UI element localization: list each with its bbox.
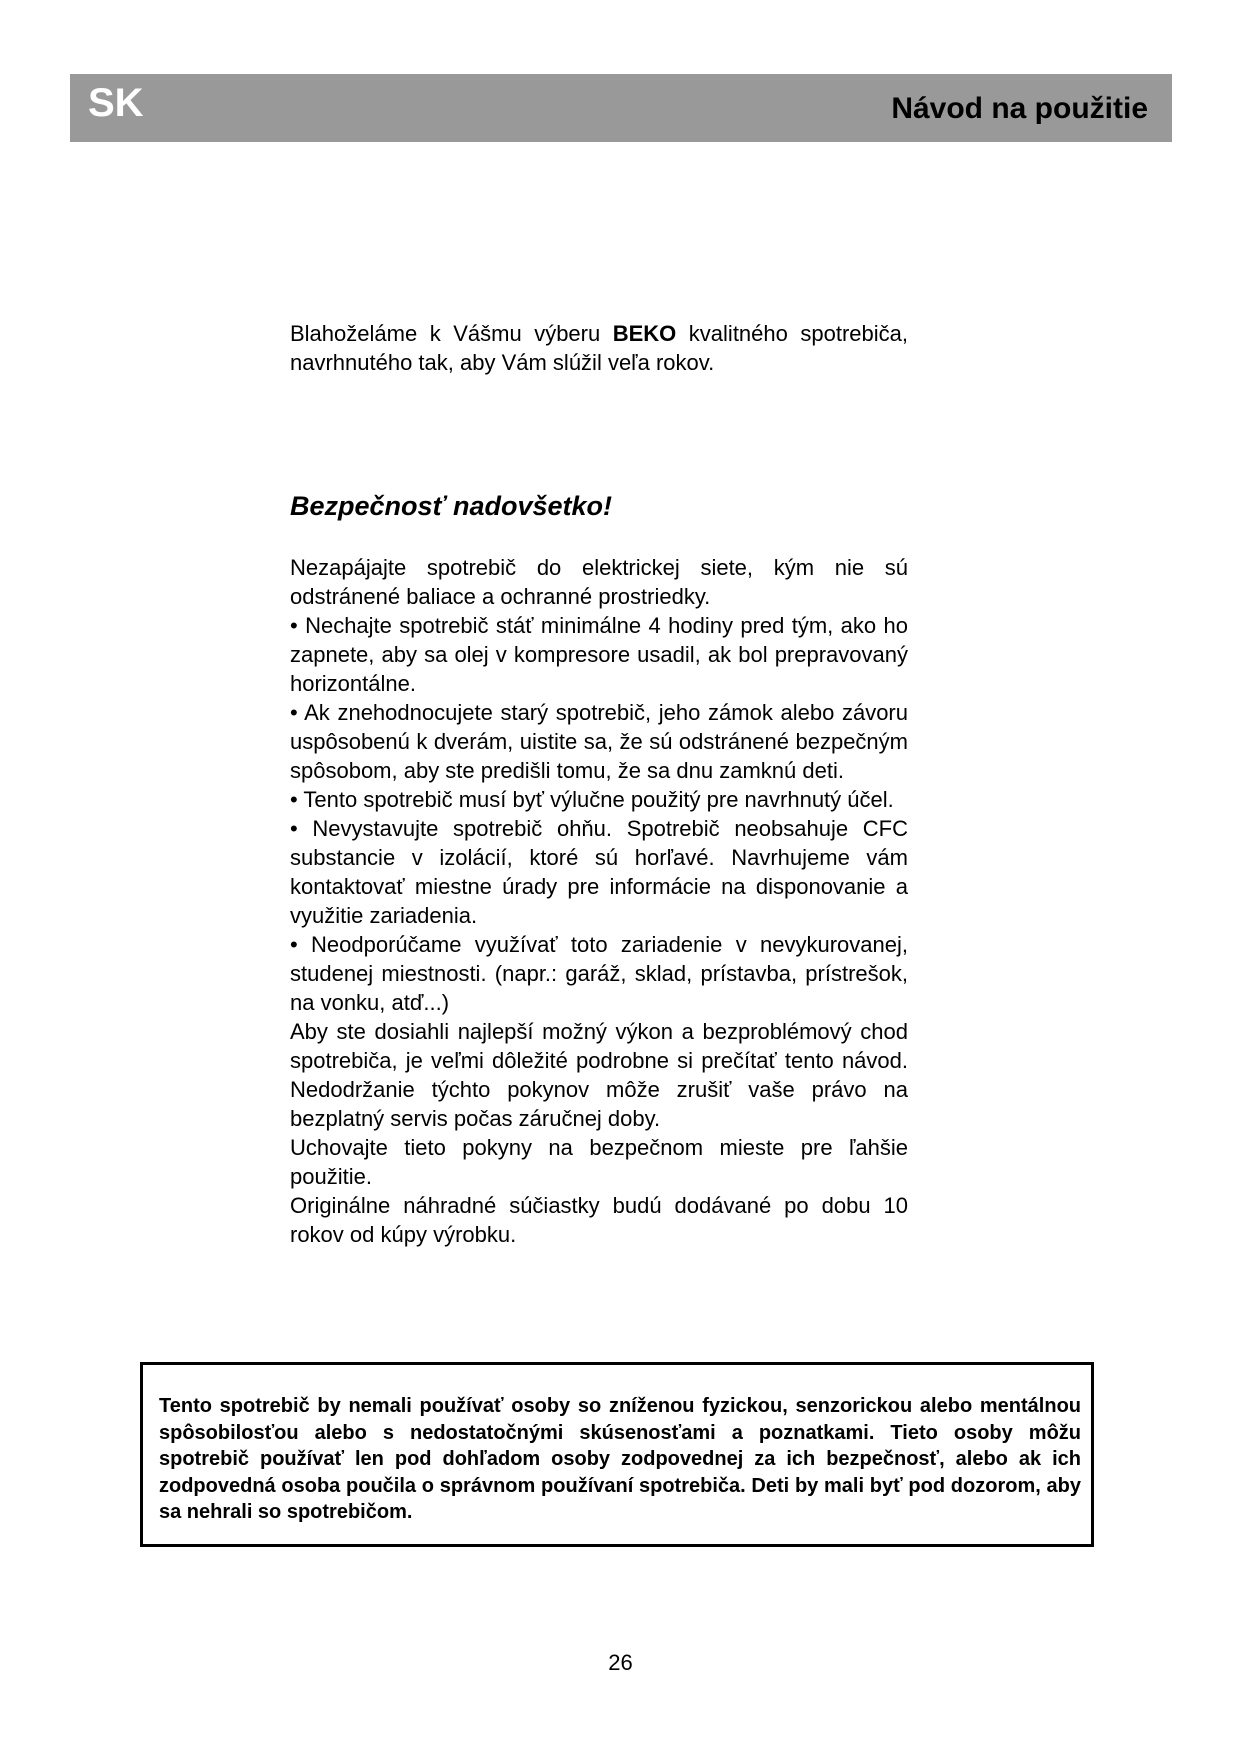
safety-paragraph: Aby ste dosiahli najlepší možný výkon a bezproblémový chod spotrebiča, je veľmi dôležité podrobne si prečítať tento návod. Nedodržanie týchto pokynov môže zrušiť vaše právo na bezplatný servis počas záručnej doby. bbox=[290, 1019, 908, 1131]
safety-bullet: • Ak znehodnocujete starý spotrebič, jeho zámok alebo závoru uspôsobenú k dverám, uistite sa, že sú odstránené bezpečným spôsobom, aby ste predišli tomu, že sa dnu zamknú deti. bbox=[290, 700, 908, 783]
safety-bullet: • Nevystavujte spotrebič ohňu. Spotrebič neobsahuje CFC substancie v izolácií, ktoré sú horľavé. Navrhujeme vám kontaktovať miestne úrady pre informácie na disponovanie a využitie zariadenia. bbox=[290, 816, 908, 928]
intro-paragraph bbox=[290, 319, 908, 377]
document-title: Návod na použitie bbox=[891, 92, 1148, 125]
safety-body bbox=[290, 553, 908, 1249]
language-code: SK bbox=[88, 81, 144, 125]
warning-box bbox=[140, 1362, 1094, 1547]
safety-paragraph: Nezapájajte spotrebič do elektrickej siete, kým nie sú odstránené baliace a ochranné prostriedky. bbox=[290, 555, 908, 609]
page-number: 26 bbox=[608, 1650, 633, 1675]
safety-bullet: • Nechajte spotrebič stáť minimálne 4 hodiny pred tým, ako ho zapnete, aby sa olej v kompresore usadil, ak bol prepravovaný horizontálne. bbox=[290, 613, 908, 696]
safety-bullet: • Neodporúčame využívať toto zariadenie v nevykurovanej, studenej miestnosti. (napr.: garáž, sklad, prístavba, prístrešok, na vonku, atď...) bbox=[290, 932, 908, 1015]
header-bar bbox=[70, 74, 1172, 142]
intro-text-end: kvalitného spotrebiča, navrhnutého tak, aby Vám slúžil veľa rokov. bbox=[290, 321, 908, 375]
warning-text: Tento spotrebič by nemali používať osoby so zníženou fyzickou, senzorickou alebo mentálnou spôsobilosťou alebo s nedostatočnými skúsenosťami a poznatkami. Tieto osoby môžu spotrebič používať len pod dohľadom osoby zodpovednej za ich bezpečnosť, alebo ak ich zodpovedná osoba poučila o správnom používaní spotrebiča. Deti by mali byť pod dozorom, aby sa nehrali so spotrebičom. bbox=[159, 1395, 1081, 1523]
safety-bullet: • Tento spotrebič musí byť výlučne použitý pre navrhnutý účel. bbox=[290, 787, 894, 812]
brand-name: BEKO bbox=[612, 321, 677, 346]
safety-paragraph: Uchovajte tieto pokyny na bezpečnom mieste pre ľahšie použitie. bbox=[290, 1135, 908, 1189]
safety-paragraph: Originálne náhradné súčiastky budú dodávané po dobu 10 rokov od kúpy výrobku. bbox=[290, 1193, 908, 1247]
intro-text-start: Blahoželáme k Vášmu výberu bbox=[290, 321, 613, 346]
safety-heading: Bezpečnosť nadovšetko! bbox=[290, 491, 613, 521]
